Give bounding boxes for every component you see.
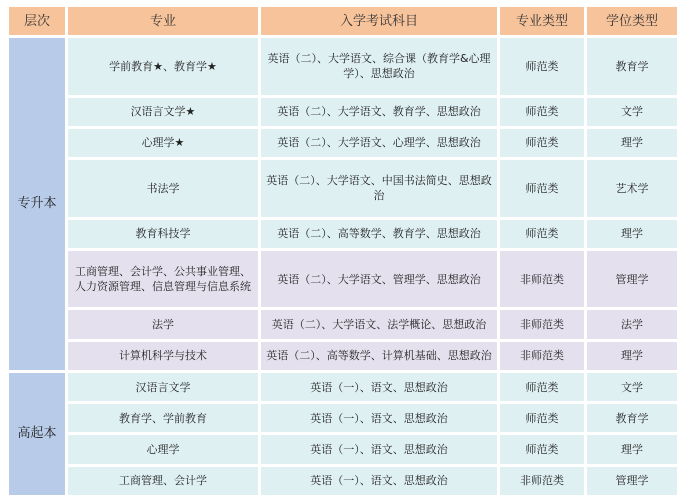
major-cell: 心理学 bbox=[68, 435, 258, 463]
major-cell: 汉语言文学★ bbox=[68, 98, 258, 126]
table-row bbox=[9, 220, 677, 248]
degree-cell: 理学 bbox=[587, 435, 677, 463]
exam-cell: 英语（二）、大学语文、管理学、思想政治 bbox=[261, 251, 497, 308]
type-cell: 师范类 bbox=[500, 160, 584, 217]
degree-cell: 文学 bbox=[587, 98, 677, 126]
degree-cell: 教育学 bbox=[587, 38, 677, 95]
exam-cell: 英语（二）、大学语文、心理学、思想政治 bbox=[261, 129, 497, 157]
exam-cell: 英语（二）、大学语文、法学概论、思想政治 bbox=[261, 310, 497, 338]
exam-cell: 英语（二）、大学语文、中国书法简史、思想政治 bbox=[261, 160, 497, 217]
header-level: 层次 bbox=[9, 7, 65, 35]
major-cell: 法学 bbox=[68, 310, 258, 338]
major-cell: 教育学、学前教育 bbox=[68, 404, 258, 432]
type-cell: 非师范类 bbox=[500, 342, 584, 370]
header-major: 专业 bbox=[68, 7, 258, 35]
type-cell: 师范类 bbox=[500, 129, 584, 157]
table-row bbox=[9, 98, 677, 126]
degree-cell: 文学 bbox=[587, 373, 677, 401]
major-cell: 教育科技学 bbox=[68, 220, 258, 248]
header-exam: 入学考试科目 bbox=[261, 7, 497, 35]
admissions-table bbox=[6, 4, 680, 498]
table-row bbox=[9, 251, 677, 308]
level-cell-upgrade: 专升本 bbox=[9, 38, 65, 370]
table-row bbox=[9, 129, 677, 157]
type-cell: 师范类 bbox=[500, 98, 584, 126]
type-cell: 非师范类 bbox=[500, 251, 584, 308]
degree-cell: 艺术学 bbox=[587, 160, 677, 217]
table-row bbox=[9, 404, 677, 432]
degree-cell: 法学 bbox=[587, 310, 677, 338]
type-cell: 师范类 bbox=[500, 435, 584, 463]
major-cell: 工商管理、会计学、公共事业管理、人力资源管理、信息管理与信息系统 bbox=[68, 251, 258, 308]
exam-cell: 英语（一）、语文、思想政治 bbox=[261, 467, 497, 495]
level-cell-highschool: 高起本 bbox=[9, 373, 65, 495]
type-cell: 师范类 bbox=[500, 404, 584, 432]
major-cell: 汉语言文学 bbox=[68, 373, 258, 401]
type-cell: 师范类 bbox=[500, 220, 584, 248]
table-row bbox=[9, 467, 677, 495]
exam-cell: 英语（一）、语文、思想政治 bbox=[261, 435, 497, 463]
exam-cell: 英语（二）、大学语文、教育学、思想政治 bbox=[261, 98, 497, 126]
degree-cell: 理学 bbox=[587, 220, 677, 248]
major-cell: 学前教育★、教育学★ bbox=[68, 38, 258, 95]
exam-cell: 英语（一）、语文、思想政治 bbox=[261, 373, 497, 401]
major-cell: 工商管理、会计学 bbox=[68, 467, 258, 495]
table-row bbox=[9, 310, 677, 338]
degree-cell: 理学 bbox=[587, 129, 677, 157]
exam-cell: 英语（一）、语文、思想政治 bbox=[261, 404, 497, 432]
exam-cell: 英语（二）、高等数学、教育学、思想政治 bbox=[261, 220, 497, 248]
type-cell: 非师范类 bbox=[500, 310, 584, 338]
table-row bbox=[9, 38, 677, 95]
table-row bbox=[9, 160, 677, 217]
degree-cell: 理学 bbox=[587, 342, 677, 370]
major-cell: 心理学★ bbox=[68, 129, 258, 157]
table-row bbox=[9, 342, 677, 370]
major-cell: 书法学 bbox=[68, 160, 258, 217]
type-cell: 师范类 bbox=[500, 38, 584, 95]
major-cell: 计算机科学与技术 bbox=[68, 342, 258, 370]
degree-cell: 教育学 bbox=[587, 404, 677, 432]
degree-cell: 管理学 bbox=[587, 467, 677, 495]
exam-cell: 英语（二）、大学语文、综合课（教育学&心理学）、思想政治 bbox=[261, 38, 497, 95]
degree-cell: 管理学 bbox=[587, 251, 677, 308]
header-row bbox=[9, 7, 677, 35]
type-cell: 师范类 bbox=[500, 373, 584, 401]
table-row bbox=[9, 435, 677, 463]
table-row bbox=[9, 373, 677, 401]
header-degree: 学位类型 bbox=[587, 7, 677, 35]
type-cell: 非师范类 bbox=[500, 467, 584, 495]
header-type: 专业类型 bbox=[500, 7, 584, 35]
exam-cell: 英语（二）、高等数学、计算机基础、思想政治 bbox=[261, 342, 497, 370]
